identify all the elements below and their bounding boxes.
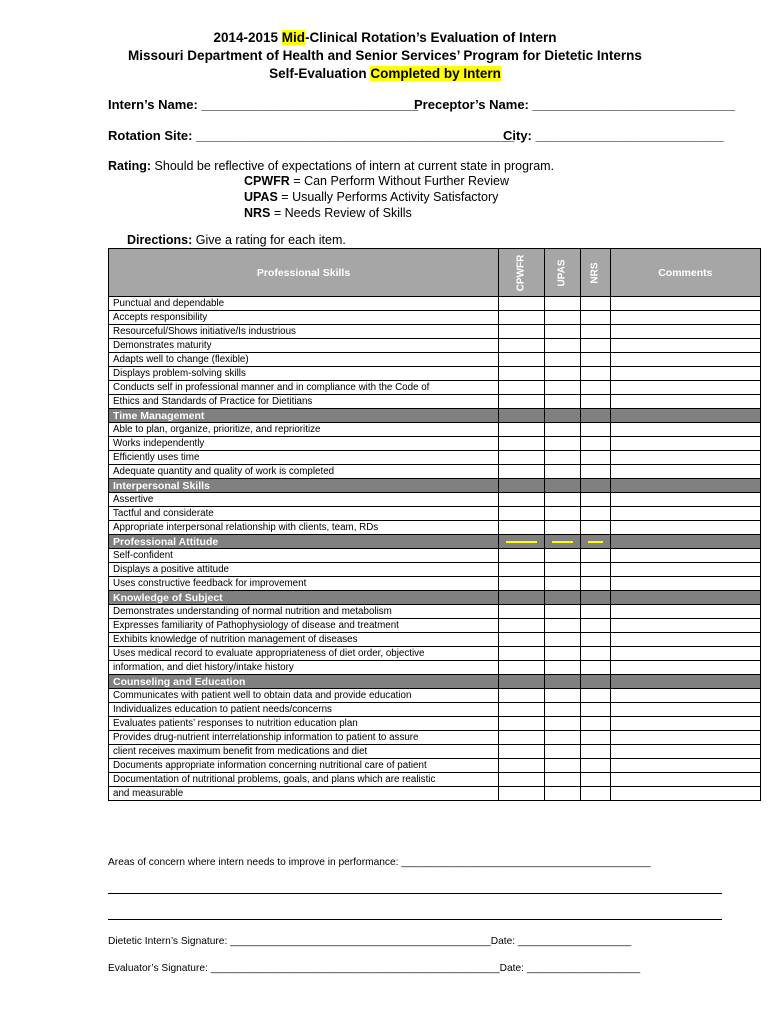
completed-by-intern-highlight: Completed by Intern [370, 66, 501, 81]
upas-cell[interactable] [544, 423, 580, 437]
comments-cell[interactable] [610, 535, 760, 549]
comments-cell[interactable] [610, 297, 760, 311]
table-row [109, 731, 761, 745]
nrs-cell[interactable] [580, 493, 610, 507]
comments-cell[interactable] [610, 521, 760, 535]
comments-cell[interactable] [610, 339, 760, 353]
header-nrs: NRS [580, 249, 610, 297]
nrs-cell[interactable] [580, 423, 610, 437]
upas-cell[interactable] [544, 549, 580, 563]
cpwfr-cell[interactable] [499, 591, 545, 605]
table-row [109, 339, 761, 353]
nrs-cell[interactable] [580, 787, 610, 801]
cpwfr-cell[interactable] [499, 297, 545, 311]
upas-cell[interactable] [544, 437, 580, 451]
table-row [109, 437, 761, 451]
title-year: 2014-2015 [213, 30, 278, 45]
table-row [109, 451, 761, 465]
skill-item: Displays a positive attitude [109, 563, 499, 577]
skill-item: Exhibits knowledge of nutrition management of diseases [109, 633, 499, 647]
skill-item: Works independently [109, 437, 499, 451]
table-row [109, 577, 761, 591]
comments-cell[interactable] [610, 479, 760, 493]
blank-line[interactable] [108, 919, 722, 920]
table-row [109, 311, 761, 325]
upas-cell[interactable] [544, 689, 580, 703]
cpwfr-cell[interactable] [499, 465, 545, 479]
title-rest: -Clinical Rotation’s Evaluation of Intern [305, 30, 557, 45]
table-row [109, 521, 761, 535]
table-row [109, 619, 761, 633]
comments-cell[interactable] [610, 451, 760, 465]
comments-cell[interactable] [610, 507, 760, 521]
cpwfr-cell[interactable] [499, 381, 545, 395]
nrs-cell[interactable] [580, 297, 610, 311]
cpwfr-cell[interactable] [499, 521, 545, 535]
nrs-cell[interactable] [580, 675, 610, 689]
skill-item: Conducts self in professional manner and in compliance with the Code of [109, 381, 499, 395]
nrs-cell[interactable] [580, 731, 610, 745]
nrs-cell[interactable] [580, 717, 610, 731]
cpwfr-cell[interactable] [499, 647, 545, 661]
upas-cell[interactable] [544, 451, 580, 465]
rating-instructions [108, 159, 554, 173]
intern-signature-field[interactable]: Dietetic Intern’s Signature: ______________________________________________Date: ____________________ [108, 936, 632, 947]
comments-cell[interactable] [610, 353, 760, 367]
comments-cell[interactable] [610, 549, 760, 563]
table-row [109, 787, 761, 801]
legend-nrs: NRS = Needs Review of Skills [244, 206, 412, 220]
comments-cell[interactable] [610, 703, 760, 717]
nrs-cell[interactable] [580, 465, 610, 479]
cpwfr-cell[interactable] [499, 353, 545, 367]
section-title: Knowledge of Subject [109, 591, 499, 605]
cpwfr-cell[interactable] [499, 423, 545, 437]
upas-cell[interactable] [544, 619, 580, 633]
comments-cell[interactable] [610, 437, 760, 451]
nrs-cell[interactable] [580, 591, 610, 605]
nrs-cell[interactable] [580, 689, 610, 703]
skill-item: information, and diet history/intake history [109, 661, 499, 675]
upas-cell[interactable] [544, 367, 580, 381]
section-row [109, 591, 761, 605]
upas-cell[interactable] [544, 591, 580, 605]
comments-cell[interactable] [610, 787, 760, 801]
nrs-cell[interactable] [580, 633, 610, 647]
cpwfr-cell[interactable] [499, 689, 545, 703]
cpwfr-cell[interactable] [499, 577, 545, 591]
comments-cell[interactable] [610, 605, 760, 619]
nrs-cell[interactable] [580, 395, 610, 409]
directions-text: Give a rating for each item. [192, 233, 346, 247]
comments-cell[interactable] [610, 493, 760, 507]
form-title [0, 30, 770, 45]
upas-cell[interactable] [544, 381, 580, 395]
skill-item: Punctual and dependable [109, 297, 499, 311]
cpwfr-cell[interactable] [499, 325, 545, 339]
title-mid-highlight: Mid [281, 30, 306, 45]
comments-cell[interactable] [610, 633, 760, 647]
section-row [109, 535, 761, 549]
rating-label: Rating: [108, 159, 152, 173]
nrs-cell[interactable] [580, 521, 610, 535]
upas-cell[interactable] [544, 493, 580, 507]
skill-item: Demonstrates understanding of normal nutrition and metabolism [109, 605, 499, 619]
upas-cell[interactable] [544, 297, 580, 311]
cpwfr-cell[interactable] [499, 311, 545, 325]
nrs-cell[interactable] [580, 549, 610, 563]
preceptor-name-field[interactable]: Preceptor’s Name: ____________________________ [414, 97, 735, 112]
skill-item: Individualizes education to patient needs/concerns [109, 703, 499, 717]
legend-code: UPAS [244, 190, 278, 204]
cpwfr-cell[interactable] [499, 731, 545, 745]
upas-cell[interactable] [544, 563, 580, 577]
nrs-cell[interactable] [580, 703, 610, 717]
comments-cell[interactable] [610, 381, 760, 395]
table-row [109, 549, 761, 563]
nrs-cell[interactable] [580, 507, 610, 521]
nrs-cell[interactable] [580, 339, 610, 353]
comments-cell[interactable] [610, 773, 760, 787]
comments-cell[interactable] [610, 647, 760, 661]
upas-cell[interactable] [544, 675, 580, 689]
self-evaluation-label: Self-Evaluation [269, 66, 371, 81]
skill-item: Efficiently uses time [109, 451, 499, 465]
cpwfr-cell[interactable] [499, 479, 545, 493]
skill-item: Tactful and considerate [109, 507, 499, 521]
comments-cell[interactable] [610, 423, 760, 437]
table-row [109, 745, 761, 759]
upas-cell[interactable] [544, 325, 580, 339]
nrs-cell[interactable] [580, 605, 610, 619]
nrs-cell[interactable] [580, 311, 610, 325]
table-row [109, 633, 761, 647]
comments-cell[interactable] [610, 367, 760, 381]
table-row [109, 493, 761, 507]
skill-item: Uses medical record to evaluate appropriateness of diet order, objective [109, 647, 499, 661]
cpwfr-cell[interactable] [499, 633, 545, 647]
comments-cell[interactable] [610, 311, 760, 325]
header-professional-skills: Professional Skills [109, 249, 499, 297]
upas-cell[interactable] [544, 521, 580, 535]
cpwfr-cell[interactable] [499, 619, 545, 633]
intern-name-field[interactable]: Intern’s Name: ______________________________ [108, 97, 419, 112]
upas-cell[interactable] [544, 605, 580, 619]
skill-item: Adequate quantity and quality of work is completed [109, 465, 499, 479]
comments-cell[interactable] [610, 563, 760, 577]
table-row [109, 507, 761, 521]
table-row [109, 717, 761, 731]
nrs-cell[interactable] [580, 381, 610, 395]
table-row [109, 605, 761, 619]
table-row [109, 689, 761, 703]
skill-item: client receives maximum benefit from medications and diet [109, 745, 499, 759]
nrs-cell[interactable] [580, 773, 610, 787]
skill-item: Communicates with patient well to obtain data and provide education [109, 689, 499, 703]
legend-meaning: Usually Performs Activity Satisfactory [292, 190, 499, 204]
comments-cell[interactable] [610, 731, 760, 745]
upas-cell[interactable] [544, 353, 580, 367]
skill-item: Demonstrates maturity [109, 339, 499, 353]
nrs-cell[interactable] [580, 325, 610, 339]
cpwfr-cell[interactable] [499, 451, 545, 465]
cpwfr-cell[interactable] [499, 367, 545, 381]
legend-upas: UPAS = Usually Performs Activity Satisfactory [244, 190, 499, 204]
table-row [109, 381, 761, 395]
cpwfr-cell[interactable] [499, 409, 545, 423]
cpwfr-cell[interactable] [499, 493, 545, 507]
upas-cell[interactable] [544, 703, 580, 717]
legend-meaning: Needs Review of Skills [284, 206, 412, 220]
skill-item: and measurable [109, 787, 499, 801]
section-row [109, 675, 761, 689]
cpwfr-cell[interactable] [499, 661, 545, 675]
comments-cell[interactable] [610, 465, 760, 479]
header-comments: Comments [610, 249, 760, 297]
table-row [109, 353, 761, 367]
cpwfr-cell[interactable] [499, 787, 545, 801]
skill-item: Uses constructive feedback for improvement [109, 577, 499, 591]
nrs-cell[interactable] [580, 759, 610, 773]
table-row [109, 423, 761, 437]
table-body [109, 297, 761, 801]
nrs-cell[interactable] [580, 437, 610, 451]
skill-item: Assertive [109, 493, 499, 507]
city-field[interactable]: City: __________________________ [503, 128, 724, 143]
skill-item: Expresses familiarity of Pathophysiology of disease and treatment [109, 619, 499, 633]
table-row [109, 773, 761, 787]
legend-cpwfr: CPWFR = Can Perform Without Further Review [244, 174, 510, 188]
skill-item: Able to plan, organize, prioritize, and reprioritize [109, 423, 499, 437]
skill-item: Appropriate interpersonal relationship with clients, team, RDs [109, 521, 499, 535]
legend-meaning: Can Perform Without Further Review [304, 174, 510, 188]
cpwfr-cell[interactable] [499, 759, 545, 773]
section-title: Interpersonal Skills [109, 479, 499, 493]
upas-cell[interactable] [544, 311, 580, 325]
upas-cell[interactable] [544, 773, 580, 787]
nrs-cell[interactable] [580, 451, 610, 465]
comments-cell[interactable] [610, 759, 760, 773]
comments-cell[interactable] [610, 675, 760, 689]
upas-cell[interactable] [544, 479, 580, 493]
comments-cell[interactable] [610, 409, 760, 423]
skill-item: Documentation of nutritional problems, goals, and plans which are realistic [109, 773, 499, 787]
upas-cell[interactable] [544, 395, 580, 409]
table-row [109, 465, 761, 479]
nrs-cell[interactable] [580, 367, 610, 381]
nrs-cell[interactable] [580, 619, 610, 633]
cpwfr-cell[interactable] [499, 563, 545, 577]
cpwfr-cell[interactable] [499, 549, 545, 563]
areas-of-concern-field[interactable]: Areas of concern where intern needs to improve in performance: ____________________________________________ [108, 857, 651, 868]
skill-item: Adapts well to change (flexible) [109, 353, 499, 367]
cpwfr-cell[interactable] [499, 507, 545, 521]
skill-item: Evaluates patients’ responses to nutrition education plan [109, 717, 499, 731]
nrs-cell[interactable] [580, 745, 610, 759]
table-row [109, 367, 761, 381]
upas-cell[interactable] [544, 409, 580, 423]
table-row [109, 759, 761, 773]
upas-cell[interactable] [544, 633, 580, 647]
comments-cell[interactable] [610, 745, 760, 759]
cpwfr-cell[interactable] [499, 535, 545, 549]
nrs-cell[interactable] [580, 479, 610, 493]
upas-cell[interactable] [544, 535, 580, 549]
legend-code: NRS [244, 206, 271, 220]
skill-item: Accepts responsibility [109, 311, 499, 325]
cpwfr-cell[interactable] [499, 339, 545, 353]
table-row [109, 297, 761, 311]
section-row [109, 479, 761, 493]
section-row [109, 409, 761, 423]
evaluation-table [108, 248, 761, 801]
table-row [109, 395, 761, 409]
directions-label: Directions: [127, 233, 193, 247]
upas-cell[interactable] [544, 787, 580, 801]
cpwfr-cell[interactable] [499, 745, 545, 759]
skill-item: Provides drug-nutrient interrelationship information to patient to assure [109, 731, 499, 745]
comments-cell[interactable] [610, 577, 760, 591]
skill-item: Self-confident [109, 549, 499, 563]
skill-item: Ethics and Standards of Practice for Dietitians [109, 395, 499, 409]
nrs-cell[interactable] [580, 409, 610, 423]
comments-cell[interactable] [610, 689, 760, 703]
skill-item: Displays problem-solving skills [109, 367, 499, 381]
comments-cell[interactable] [610, 395, 760, 409]
comments-cell[interactable] [610, 325, 760, 339]
legend-code: CPWFR [244, 174, 290, 188]
nrs-cell[interactable] [580, 563, 610, 577]
cpwfr-cell[interactable] [499, 717, 545, 731]
upas-cell[interactable] [544, 465, 580, 479]
upas-cell[interactable] [544, 745, 580, 759]
comments-cell[interactable] [610, 661, 760, 675]
comments-cell[interactable] [610, 591, 760, 605]
skill-item: Resourceful/Shows initiative/Is industrious [109, 325, 499, 339]
rotation-site-field[interactable]: Rotation Site: ____________________________________________ [108, 128, 515, 143]
cpwfr-cell[interactable] [499, 437, 545, 451]
comments-cell[interactable] [610, 619, 760, 633]
blank-line[interactable] [108, 893, 722, 894]
evaluator-signature-field[interactable]: Evaluator’s Signature: ___________________________________________________Date: ____________________ [108, 963, 641, 974]
upas-cell[interactable] [544, 661, 580, 675]
cpwfr-cell[interactable] [499, 703, 545, 717]
cpwfr-cell[interactable] [499, 605, 545, 619]
upas-cell[interactable] [544, 647, 580, 661]
cpwfr-cell[interactable] [499, 773, 545, 787]
nrs-cell[interactable] [580, 353, 610, 367]
directions [127, 233, 346, 247]
table-row [109, 563, 761, 577]
table-row [109, 325, 761, 339]
form-subtitle: Missouri Department of Health and Senior Services’ Program for Dietetic Interns [128, 48, 642, 63]
skill-item: Documents appropriate information concerning nutritional care of patient [109, 759, 499, 773]
header-upas: UPAS [544, 249, 580, 297]
cpwfr-cell[interactable] [499, 675, 545, 689]
upas-cell[interactable] [544, 339, 580, 353]
nrs-cell[interactable] [580, 577, 610, 591]
section-title: Counseling and Education [109, 675, 499, 689]
nrs-cell[interactable] [580, 661, 610, 675]
header-cpwfr: CPWFR [499, 249, 545, 297]
nrs-cell[interactable] [580, 535, 610, 549]
section-title: Time Management [109, 409, 499, 423]
table-row [109, 647, 761, 661]
table-row [109, 661, 761, 675]
upas-cell[interactable] [544, 717, 580, 731]
comments-cell[interactable] [610, 717, 760, 731]
table-row [109, 703, 761, 717]
cpwfr-cell[interactable] [499, 395, 545, 409]
rating-text: Should be reflective of expectations of intern at current state in program. [151, 159, 555, 173]
nrs-cell[interactable] [580, 647, 610, 661]
upas-cell[interactable] [544, 759, 580, 773]
section-title: Professional Attitude [109, 535, 499, 549]
upas-cell[interactable] [544, 577, 580, 591]
upas-cell[interactable] [544, 731, 580, 745]
upas-cell[interactable] [544, 507, 580, 521]
form-subtitle-2 [0, 66, 770, 81]
